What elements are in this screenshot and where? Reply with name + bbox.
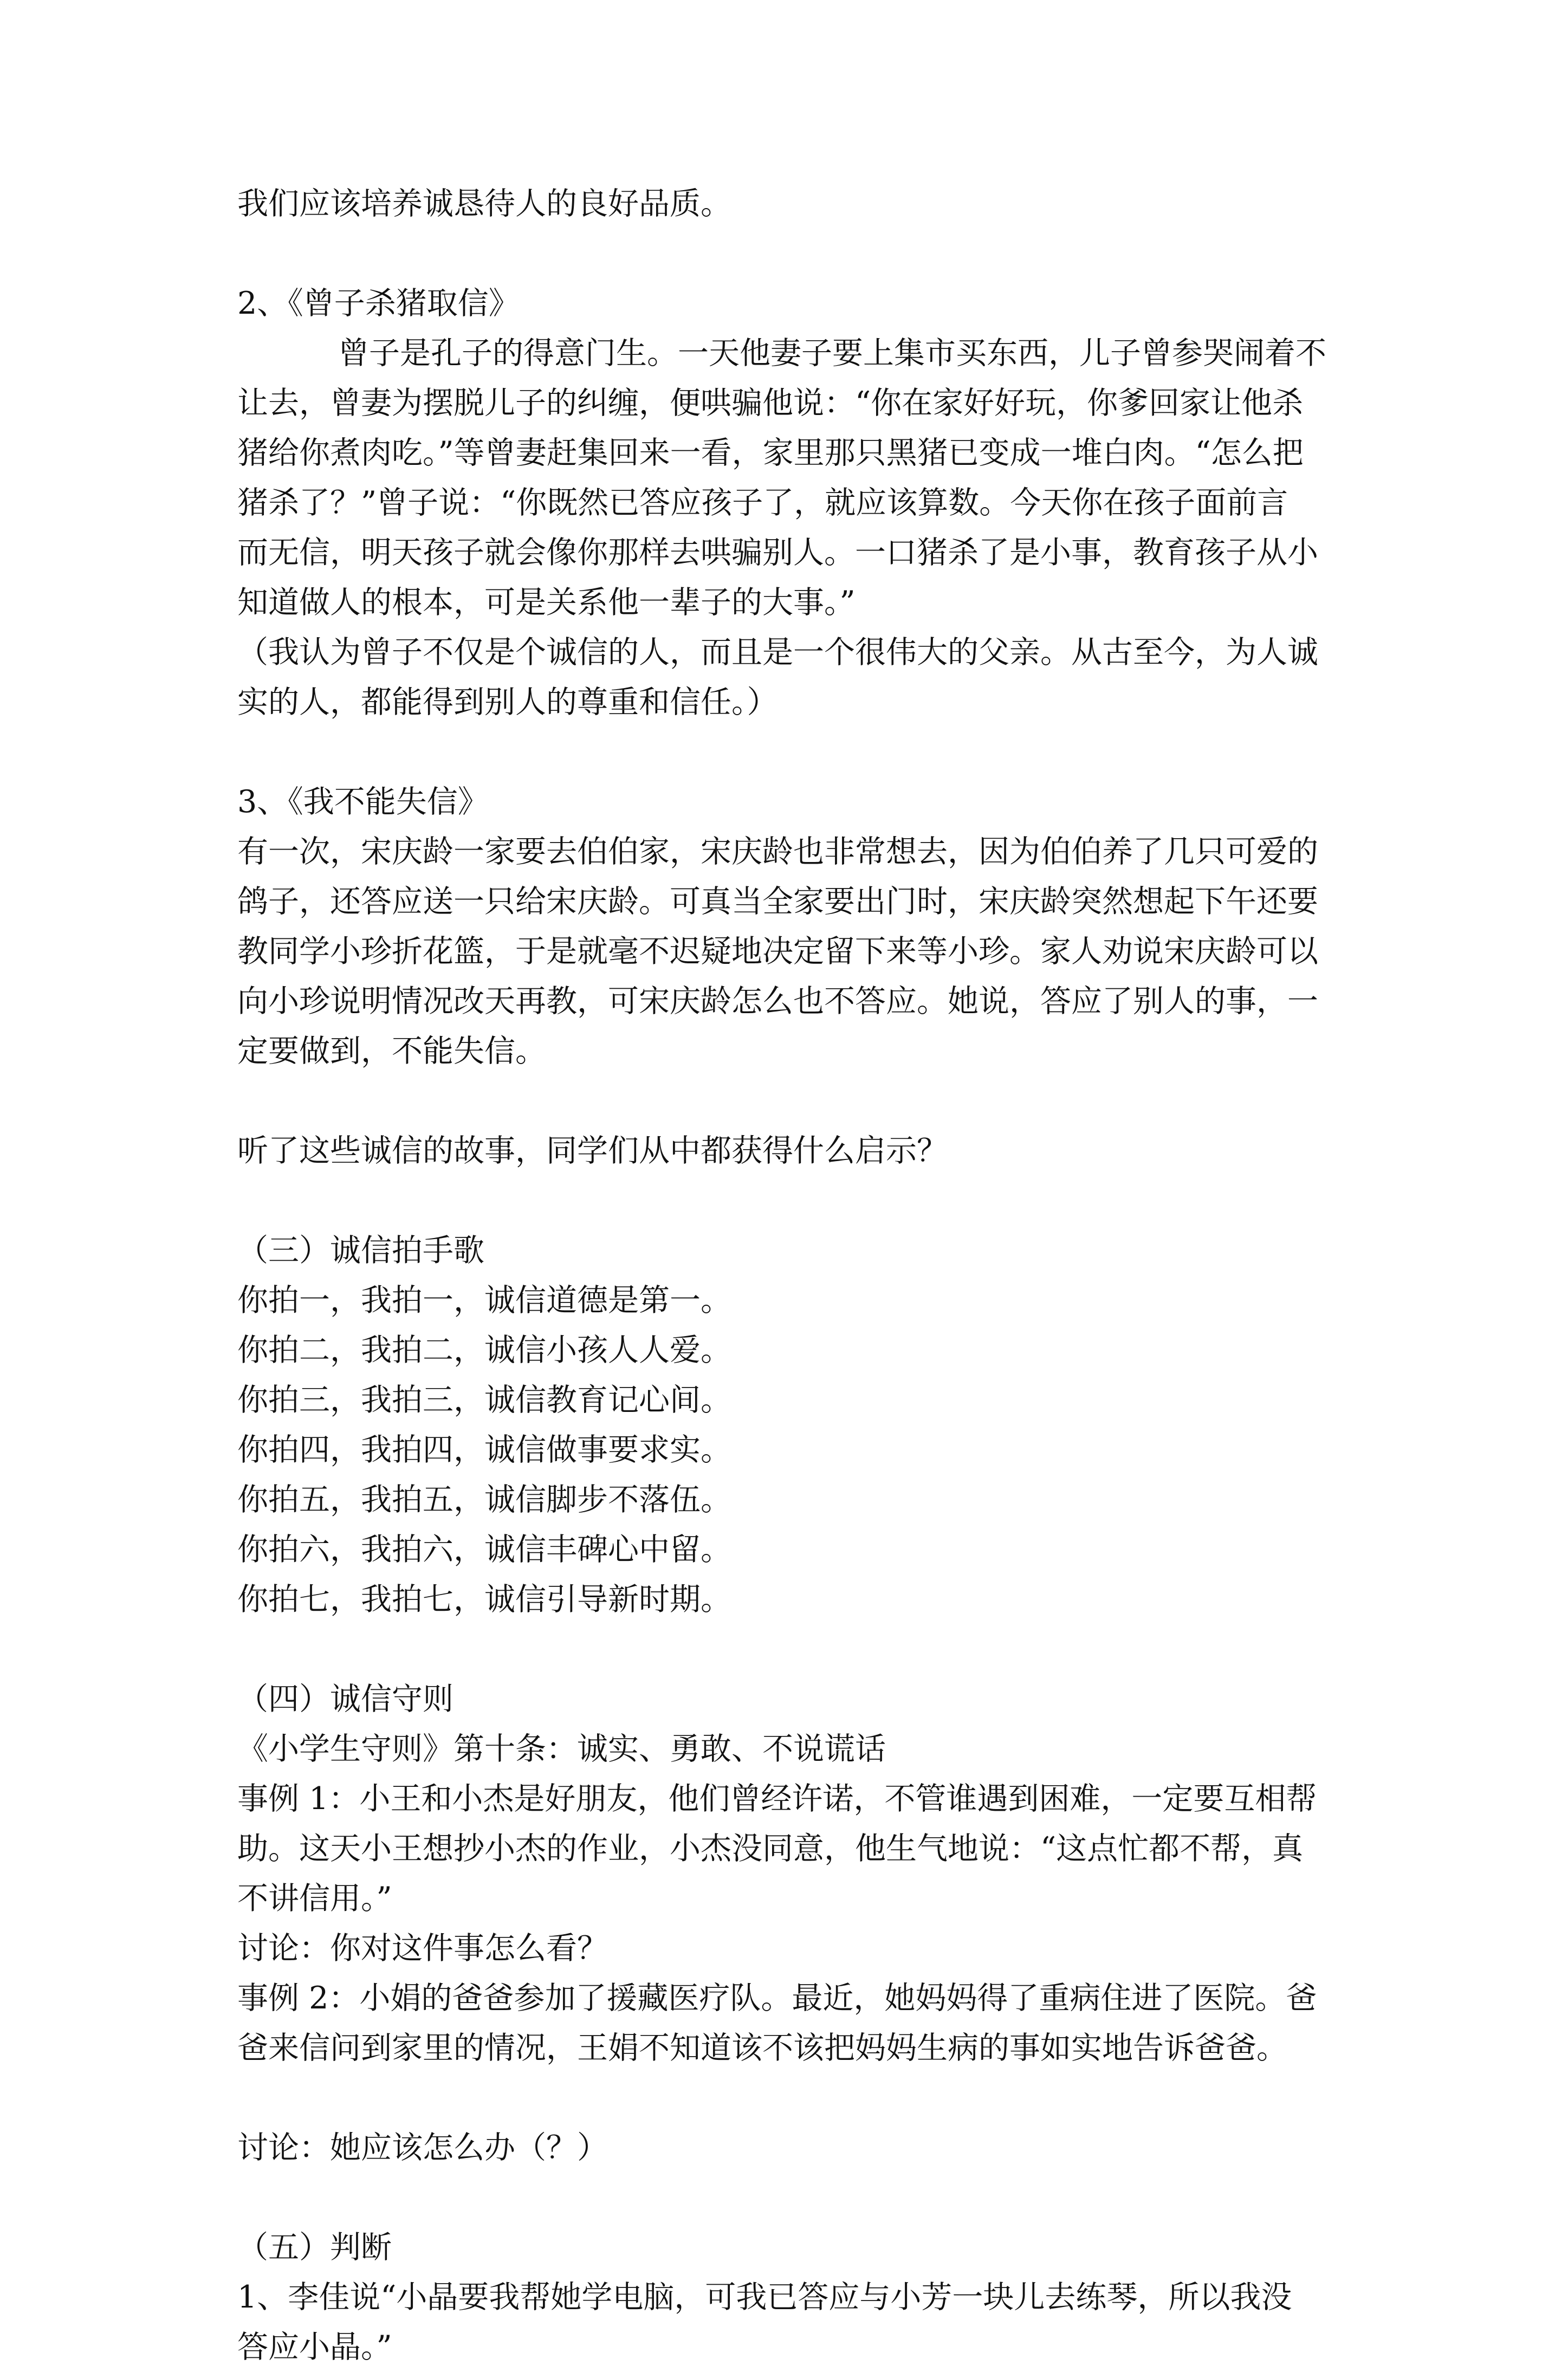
chant-line: 你拍四，我拍四，诚信做事要求实。 <box>237 1432 731 1468</box>
section3-heading: （三）诚信拍手歌 <box>237 1233 484 1268</box>
section4-heading: （四）诚信守则 <box>237 1681 453 1717</box>
chant-line: 你拍一，我拍一，诚信道德是第一。 <box>237 1282 731 1318</box>
chant-line: 你拍三，我拍三，诚信教育记心间。 <box>237 1382 731 1418</box>
intro-line: 我们应该培养诚恳待人的良好品质。 <box>237 186 731 222</box>
document-page <box>237 179 1343 2372</box>
story3-text-line: 向小珍说明情况改天再教，可宋庆龄怎么也不答应。她说，答应了别人的事，一 <box>237 983 1318 1019</box>
story2-text-line: 让去，曾妻为摆脱儿子的纠缠，便哄骗他说：“你在家好好玩，你爹回家让他杀 <box>237 385 1304 421</box>
story3-text-line: 教同学小珍折花篮，于是就毫不迟疑地决定留下来等小珍。家人劝说宋庆龄可以 <box>237 934 1318 969</box>
section5-heading: （五）判断 <box>237 2230 392 2265</box>
chant-line: 你拍二，我拍二，诚信小孩人人爱。 <box>237 1332 731 1368</box>
discussion-line: 讨论：她应该怎么办（？） <box>237 2130 608 2166</box>
story3-text-line: 鸽子，还答应送一只给宋庆龄。可真当全家要出门时，宋庆龄突然想起下午还要 <box>237 884 1318 919</box>
case1-line: 助。这天小王想抄小杰的作业，小杰没同意，他生气地说：“这点忙都不帮，真 <box>237 1831 1304 1867</box>
case2-line: 事例 2：小娟的爸爸参加了援藏医疗队。最近，她妈妈得了重病住进了医院。爸 <box>237 1980 1317 2016</box>
story2-text-line: 而无信，明天孩子就会像你那样去哄骗别人。一口猪杀了是小事，教育孩子从小 <box>237 535 1318 571</box>
case2-line: 爸来信问到家里的情况，王娟不知道该不该把妈妈生病的事如实地告诉爸爸。 <box>237 2030 1287 2066</box>
spacer <box>237 2173 1343 2222</box>
case1-line: 不讲信用。” <box>237 1881 392 1916</box>
story2-comment-line: （我认为曾子不仅是个诚信的人，而且是一个很伟大的父亲。从古至今，为人诚 <box>237 634 1318 670</box>
spacer <box>237 1076 1343 1126</box>
spacer <box>237 1176 1343 1226</box>
story2-text-line: 知道做人的根本，可是关系他一辈子的大事。” <box>237 585 856 620</box>
story2-text-line: 曾子是孔子的得意门生。一天他妻子要上集市买东西，儿子曾参哭闹着不 <box>338 335 1326 371</box>
spacer <box>237 2073 1343 2123</box>
case1-line: 事例 1：小王和小杰是好朋友，他们曾经许诺，不管谁遇到困难，一定要互相帮 <box>237 1781 1317 1817</box>
story2-heading: 2、《曾子杀猪取信》 <box>237 286 520 321</box>
story3-text-line: 定要做到，不能失信。 <box>237 1033 546 1069</box>
story3-heading: 3、《我不能失信》 <box>237 784 489 820</box>
spacer <box>237 229 1343 278</box>
story3-text-line: 有一次，宋庆龄一家要去伯伯家，宋庆龄也非常想去，因为伯伯养了几只可爱的 <box>237 834 1318 870</box>
question-line: 听了这些诚信的故事，同学们从中都获得什么启示？ <box>237 1133 948 1169</box>
chant-line: 你拍五，我拍五，诚信脚步不落伍。 <box>237 1482 731 1518</box>
discussion-line: 讨论：你对这件事怎么看？ <box>237 1930 608 1966</box>
judgement-line: 1、李佳说“小晶要我帮她学电脑，可我已答应与小芳一块儿去练琴，所以我没 <box>237 2279 1292 2315</box>
rule-line: 《小学生守则》第十条：诚实、勇敢、不说谎话 <box>237 1731 886 1767</box>
story2-comment-line: 实的人，都能得到别人的尊重和信任。） <box>237 684 778 720</box>
story2-text-line: 猪杀了？”曾子说：“你既然已答应孩子了，就应该算数。今天你在孩子面前言 <box>237 485 1288 521</box>
spacer <box>237 1624 1343 1674</box>
judgement-line: 答应小晶。” <box>237 2329 392 2365</box>
chant-line: 你拍六，我拍六，诚信丰碑心中留。 <box>237 1532 731 1567</box>
chant-line: 你拍七，我拍七，诚信引导新时期。 <box>237 1582 731 1617</box>
spacer <box>237 727 1343 777</box>
story2-text-line: 猪给你煮肉吃。”等曾妻赶集回来一看，家里那只黑猪已变成一堆白肉。“怎么把 <box>237 435 1304 471</box>
